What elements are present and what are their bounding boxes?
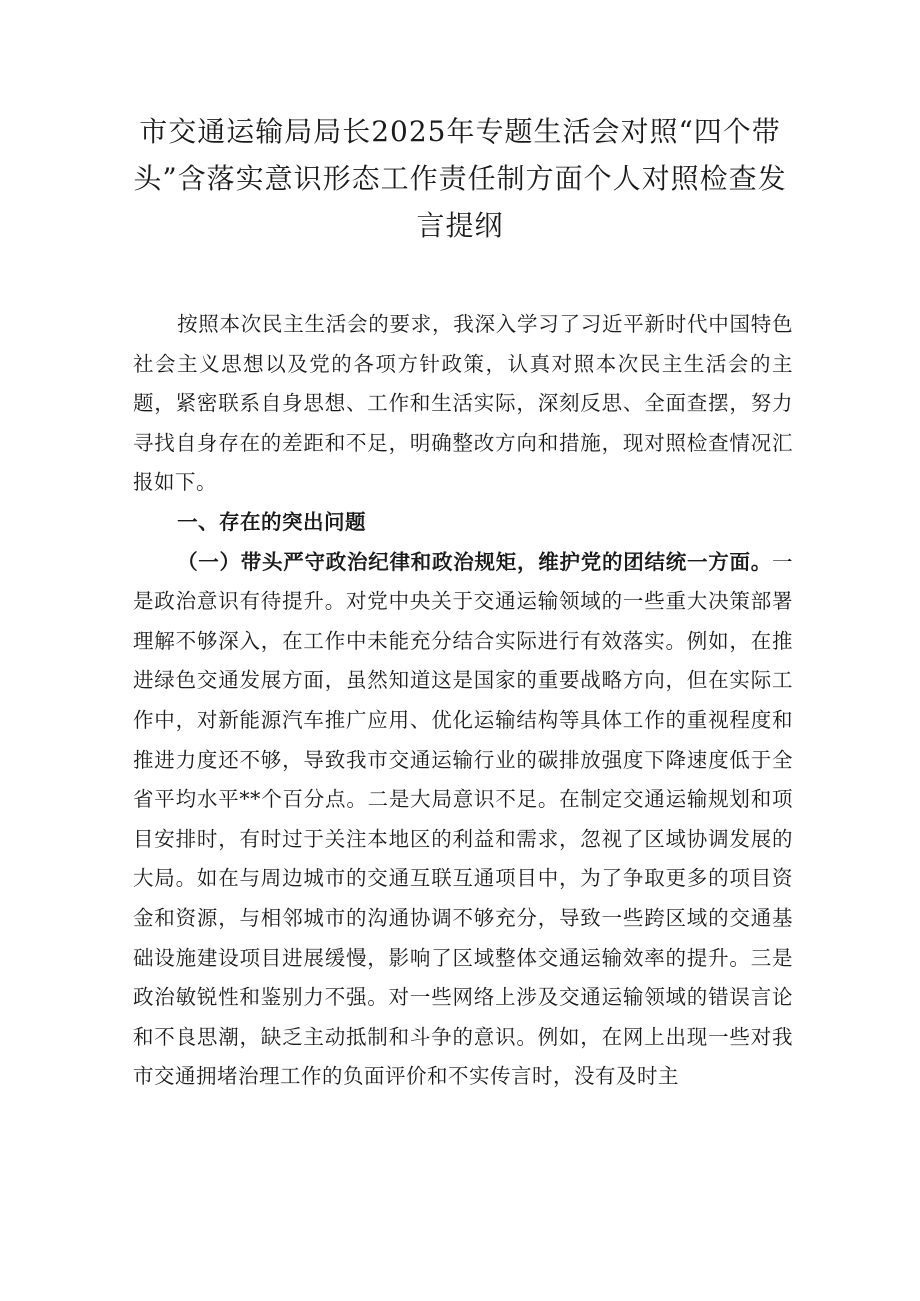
subsection-paragraph (133, 543, 793, 1097)
subsection-heading: （一）带头严守政治纪律和政治规矩，维护党的团结统一方面。 (177, 549, 772, 574)
intro-paragraph: 按照本次民主生活会的要求，我深入学习了习近平新时代中国特色社会主义思想以及党的各项方针政策，认真对照本次民主生活会的主题，紧密联系自身思想、工作和生活实际，深刻反思、全面查摆，努力寻找自身存在的差距和不足，明确整改方向和措施，现对照检查情况汇报如下。 (133, 312, 793, 495)
section-heading: 一、存在的突出问题 (177, 509, 367, 534)
subsection-body: 一是政治意识有待提升。对党中央关于交通运输领域的一些重大决策部署理解不够深入，在工作中未能充分结合实际进行有效落实。例如，在推进绿色交通发展方面，虽然知道这是国家的重要战略方向，但在实际工作中，对新能源汽车推广应用、优化运输结构等具体工作的重视程度和推进力度还不够，导致我市交通运输行业的碳排放强度下降速度低于全省平均水平**个百分点。二是大局意识不足。在制定交通运输规划和项目安排时，有时过于关注本地区的利益和需求，忽视了区域协调发展的大局。如在与周边城市的交通互联互通项目中，为了争取更多的项目资金和资源，与相邻城市的沟通协调不够充分，导致一些跨区域的交通基础设施建设项目进展缓慢，影响了区域整体交通运输效率的提升。三是政治敏锐性和鉴别力不强。对一些网络上涉及交通运输领域的错误言论和不良思潮，缺乏主动抵制和斗争的意识。例如，在网上出现一些对我市交通拥堵治理工作的负面评价和不实传言时，没有及时主 (133, 549, 793, 1089)
document-title: 市交通运输局局长2025年专题生活会对照“四个带头”含落实意识形态工作责任制方面个人对照检查发言提纲 (133, 115, 787, 242)
document-body (133, 305, 793, 1097)
